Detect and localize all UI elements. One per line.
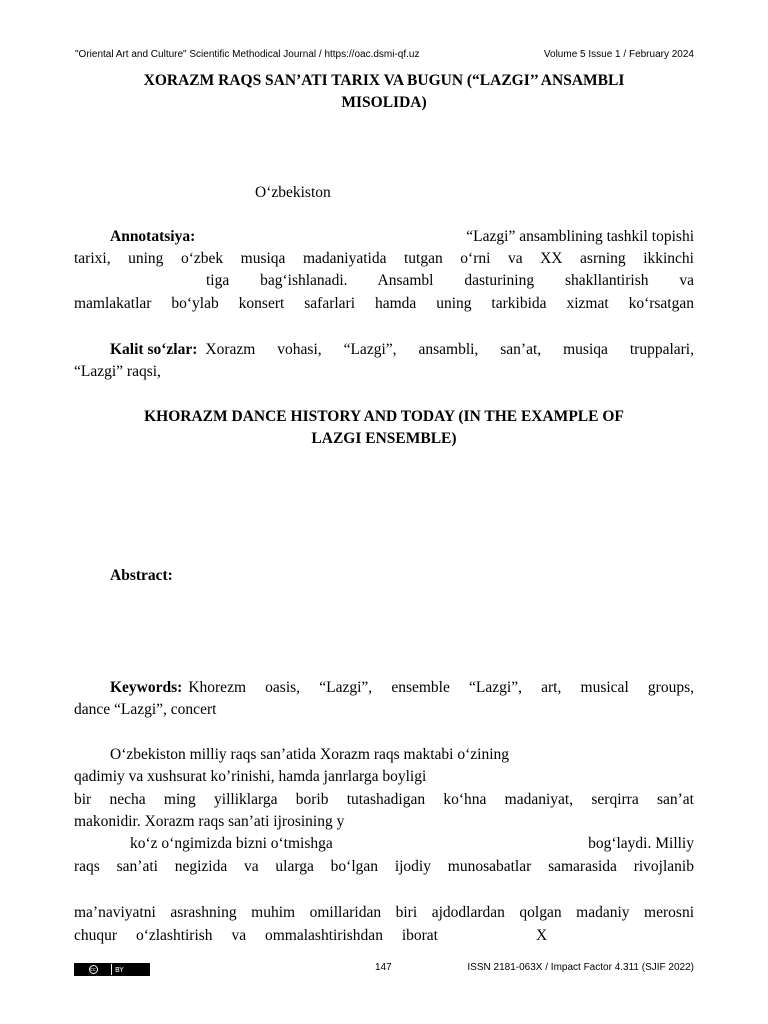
body-line7: ma’naviyatni asrashning muhim omillaridan biri ajdodlardan qolgan madaniy merosni (74, 904, 694, 921)
annotation-line1: “Lazgi” ansamblining tashkil topishi (466, 228, 694, 245)
cc-icon (75, 964, 111, 975)
journal-header-left: "Oriental Art and Culture" Scientific Methodical Journal / https://oac.dsmi-qf.uz (75, 49, 420, 60)
title-english (74, 406, 694, 450)
abstract-label: Abstract: (110, 567, 173, 584)
keywords-uz-line1: Xorazm vohasi, “Lazgi”, ansambli, san’at, musiqa truppalari, (205, 341, 694, 358)
annotation-label: Annotatsiya: (110, 228, 196, 245)
body-line1: O‘zbekiston milliy raqs san’atida Xorazm raqs maktabi o‘zining (110, 746, 510, 763)
keywords-uz-row1 (110, 339, 694, 361)
body-line8a: chuqur o‘zlashtirish va ommalashtirishdan iborat (74, 927, 438, 944)
body-line5a: ko‘z o‘ngimizda bizni o‘tmishga (130, 835, 333, 852)
title-english-line1: KHORAZM DANCE HISTORY AND TODAY (IN THE EXAMPLE OF (144, 408, 624, 425)
cc-by-license-badge[interactable] (74, 963, 150, 976)
annotation-line4: mamlakatlar bo‘ylab konsert safarlari hamda uning tarkibida xizmat ko‘rsatgan (74, 295, 694, 312)
body-line3: bir necha ming yilliklarga borib tutashadigan ko‘hna madaniyat, serqirra san’at (74, 791, 694, 808)
keywords-en-line1: Khorezm oasis, “Lazgi”, ensemble “Lazgi”, art, musical groups, (188, 679, 694, 696)
author-affiliation: O‘zbekiston (255, 184, 331, 201)
keywords-uz-line2: “Lazgi” raqsi, (74, 363, 161, 380)
keywords-uz-label: Kalit so‘zlar: (110, 341, 198, 358)
annotation-line2: tarixi, uning o‘zbek musiqa madaniyatida tutgan o‘rni va XX asrning ikkinchi (74, 250, 694, 267)
page-number: 147 (375, 962, 392, 973)
body-line5b: bog‘laydi. Milliy (588, 835, 694, 852)
title-english-line2: LAZGI ENSEMBLE) (311, 430, 457, 447)
journal-header-right: Volume 5 Issue 1 / February 2024 (543, 49, 694, 60)
keywords-en-line2: dance “Lazgi”, concert (74, 701, 217, 718)
issn-impact-factor: ISSN 2181-063X / Impact Factor 4.311 (SJIF 2022) (467, 962, 694, 973)
title-uzbek-line2: MISOLIDA) (341, 94, 427, 111)
body-line6: raqs san’ati negizida va ularga bo‘lgan ijodiy munosabatlar samarasida rivojlanib (74, 858, 694, 875)
body-line8b: X (536, 927, 548, 944)
title-uzbek (74, 70, 694, 114)
keywords-en-label: Keywords: (110, 679, 183, 696)
body-line4: makonidir. Xorazm raqs san’ati ijrosining y (74, 813, 345, 830)
by-label: BY (111, 964, 149, 975)
keywords-en-row1 (110, 677, 694, 699)
annotation-line3: tiga bag‘ishlanadi. Ansambl dasturining shakllantirish va (206, 272, 694, 289)
cc-circle-icon: cc (90, 967, 96, 973)
title-uzbek-line1: XORAZM RAQS SAN’ATI TARIX VA BUGUN (“LAZGI’’ ANSAMBLI (143, 72, 625, 89)
body-line2: qadimiy va xushsurat ko’rinishi, hamda janrlarga boyligi (74, 768, 427, 785)
